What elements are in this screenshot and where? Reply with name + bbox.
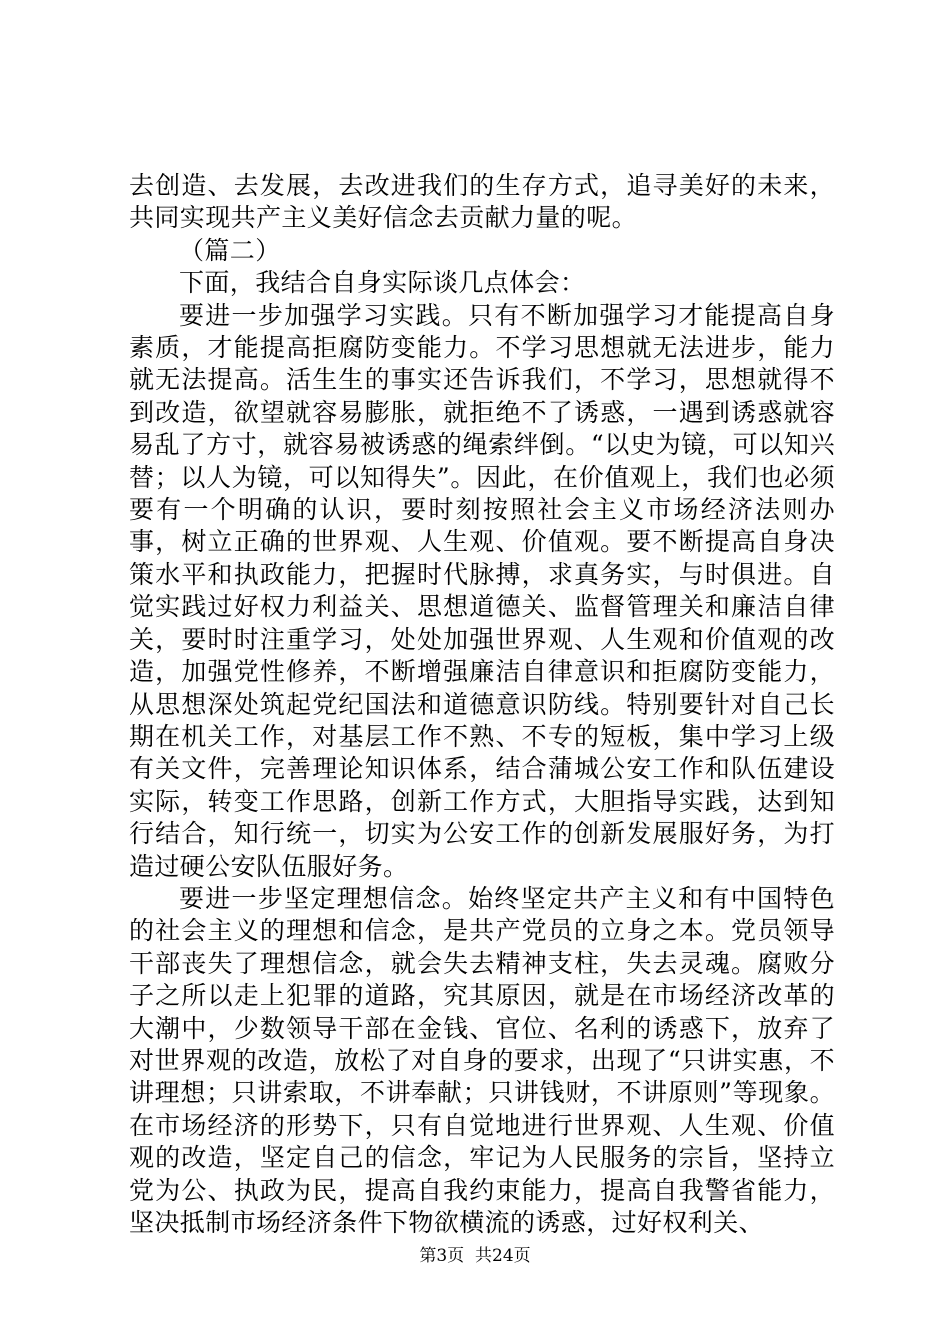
paragraph-ideals-beliefs: 要进一步坚定理想信念。始终坚定共产主义和有中国特色的社会主义的理想和信念，是共产党员的立身之本。党员领导干部丧失了理想信念，就会失去精神支柱，失去灵魂。腐败分子之所以走上犯罪的道路，究其原因，就是在市场经济改革的大潮中，少数领导干部在金钱、官位、名利的诱惑下，放弃了对世界观的改造，放松了对自身的要求，出现了“只讲实惠，不讲理想；只讲索取，不讲奉献；只讲钱财，不讲原则”等现象。在市场经济的形势下，只有自觉地进行世界观、人生观、价值观的改造，坚定自己的信念，牢记为人民服务的宗旨，坚持立党为公、执政为民，提高自我约束能力，提高自我警省能力，坚决抵制市场经济条件下物欲横流的诱惑，过好权利关、 bbox=[129, 883, 835, 1237]
section-heading: （篇二） bbox=[179, 235, 281, 265]
page-total: 共24页 bbox=[475, 1246, 531, 1266]
page-footer bbox=[0, 1245, 950, 1267]
paragraph-study-practice: 要进一步加强学习实践。只有不断加强学习才能提高自身素质，才能提高拒腐防变能力。不学习思想就无法进步，能力就无法提高。活生生的事实还告诉我们，不学习，思想就得不到改造，欲望就容易膨胀，就拒绝不了诱惑，一遇到诱惑就容易乱了方寸，就容易被诱惑的绳索绊倒。“以史为镜，可以知兴替；以人为镜，可以知得失”。因此，在价值观上，我们也必须要有一个明确的认识，要时刻按照社会主义市场经济法则办事，树立正确的世界观、人生观、价值观。要不断提高自身决策水平和执政能力，把握时代脉搏，求真务实，与时俱进。自觉实践过好权力利益关、思想道德关、监督管理关和廉洁自律关，要时时注重学习，处处加强世界观、人生观和价值观的改造，加强党性修养，不断增强廉洁自律意识和拒腐防变能力，从思想深处筑起党纪国法和道德意识防线。特别要针对自己长期在机关工作，对基层工作不熟、不专的短板，集中学习上级有关文件，完善理论知识体系，结合蒲城公安工作和队伍建设实际，转变工作思路，创新工作方式，大胆指导实践，达到知行结合，知行统一，切实为公安工作的创新发展服好务，为打造过硬公安队伍服好务。 bbox=[129, 300, 835, 881]
paragraph-continuation: 去创造、去发展，去改进我们的生存方式，追寻美好的未来，共同实现共产主义美好信念去贡献力量的呢。 bbox=[129, 171, 835, 233]
page-number: 第3页 bbox=[419, 1246, 465, 1266]
paragraph-intro: 下面，我结合自身实际谈几点体会： bbox=[179, 268, 586, 298]
document-body bbox=[129, 170, 835, 1239]
